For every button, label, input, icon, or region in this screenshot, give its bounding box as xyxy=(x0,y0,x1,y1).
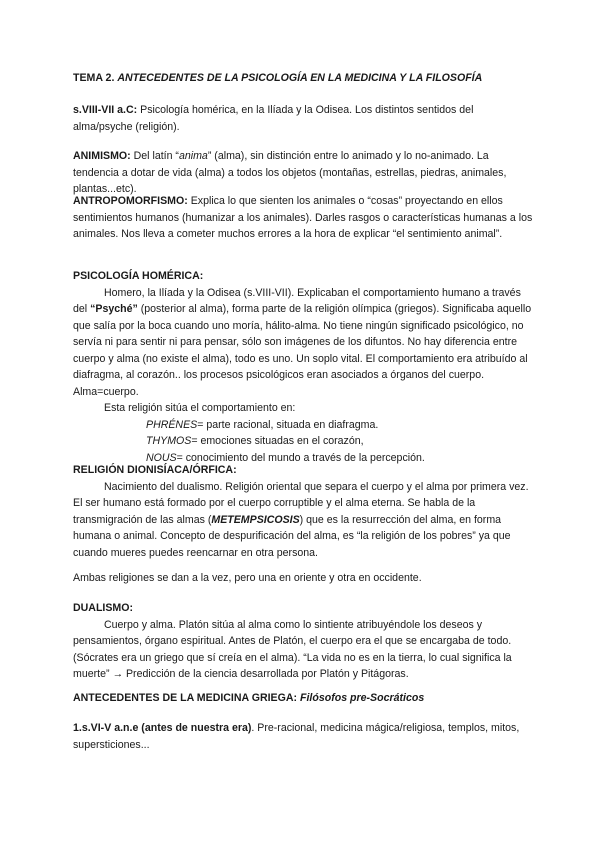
svi-text: . Pre-racional, medicina mágica/religiosa, templos, mitos, supersticiones... xyxy=(73,722,520,751)
metempsicosis-term: METEMPSICOSIS xyxy=(211,513,300,526)
title-text: ANTECEDENTES DE LA PSICOLOGÍA EN LA MEDICINA Y LA FILOSOFÍA xyxy=(117,72,483,84)
psyche-term: “Psyché” xyxy=(90,303,138,315)
animismo-label: ANIMISMO: xyxy=(73,150,131,162)
religion-paragraph xyxy=(73,479,533,562)
nous-desc: = conocimiento del mundo a través de la percepción. xyxy=(176,451,425,464)
religion-heading: RELIGIÓN DIONISÍACA/ÓRFICA: xyxy=(73,464,237,476)
svi-paragraph xyxy=(73,720,533,753)
religion-section xyxy=(73,462,533,561)
sviii-paragraph xyxy=(73,102,533,135)
ph-text-1: Homero, la Ilíada y la Odisea (s.VIII-VII). Explicaban el comportamiento humano a través del xyxy=(73,286,521,315)
animismo-text-1: Del latín “ xyxy=(133,150,179,162)
religion-text-2: ) que es la resurrección del alma, en forma humana o animal. Concepto de despurificación del alma, es “la religión de los pobres” ya que cuando mueres puedes reencarnar en otra persona. xyxy=(73,513,511,559)
svi-label: 1.s.VI-V a.n.e (antes de nuestra era) xyxy=(73,722,252,734)
phrenes-desc: = parte racional, situada en diafragma. xyxy=(197,418,379,431)
dualismo-heading: DUALISMO: xyxy=(73,602,134,614)
antropomorfismo-text: Explica lo que sienten los animales o “cosas” proyectando en ellos sentimientos humanos (humanizar a los animales). Darles rasgos o características humanas a los animales. Nos lleva a cometer muchos errores a la hora de explicar “el sentimiento animal”. xyxy=(73,195,533,240)
ph-text-2: (posterior al alma), forma parte de la religión olímpica (griegos). Significaba aquello que salía por la boca cuando uno moría, hálito-alma. No tiene ningún significado psicológico, no servía ni para sentir ni para pensar, sólo son imágenes de los difuntos. No hay diferencia entre cuerpo y alma (no existe el alma), todo es uno. Un soplo vital. El comportamiento era atribuído al diafragma, al corazón.. los procesos psicológicos eran asociados a órganos del cuerpo. Alma=cuerpo. xyxy=(73,303,532,398)
animismo-paragraph xyxy=(73,148,533,198)
list-item xyxy=(73,433,533,450)
anima-term: anima xyxy=(178,150,208,162)
page-title xyxy=(73,70,533,87)
antropomorfismo-paragraph xyxy=(73,193,533,243)
list-item xyxy=(73,417,533,434)
phrenes-term: PHRÉNES xyxy=(146,418,198,431)
title-prefix: TEMA 2. xyxy=(73,72,115,84)
dualismo-section xyxy=(73,600,533,683)
nous-term: NOUS xyxy=(146,451,177,464)
medicina-heading xyxy=(73,690,533,707)
medicina-heading-text: ANTECEDENTES DE LA MEDICINA GRIEGA: xyxy=(73,692,298,704)
psicologia-homerica-paragraph xyxy=(73,285,533,401)
sviii-label: s.VIII-VII a.C: xyxy=(73,104,138,116)
psicologia-homerica-section xyxy=(73,268,533,466)
thymos-term: THYMOS xyxy=(146,435,192,447)
ambas-paragraph: Ambas religiones se dan a la vez, pero una en oriente y otra en occidente. xyxy=(73,572,422,584)
thymos-desc: = emociones situadas en el corazón, xyxy=(191,435,364,447)
sviii-text: Psicología homérica, en la Ilíada y la Odisea. Los distintos sentidos del alma/psyche (religión). xyxy=(73,104,474,133)
animismo-text-2: ” (alma), sin distinción entre lo animado y lo no-animado. La tendencia a dotar de vida (alma) a todos los objetos (montañas, estrellas, piedras, animales, plantas...etc). xyxy=(73,150,507,195)
religion-text-1: Nacimiento del dualismo. Religión oriental que separa el cuerpo y el alma por primera vez. El ser humano está formado por el cuerpo corruptible y el alma eterna. Se habla de la transmigración de las almas ( xyxy=(73,480,529,526)
psicologia-homerica-heading: PSICOLOGÍA HOMÉRICA: xyxy=(73,270,204,282)
dualismo-paragraph: Cuerpo y alma. Platón sitúa al alma como lo sintiente atribuyéndole los deseos y pensamientos, órgano espiritual. Antes de Platón, el cuerpo era el que se encargaba de todo. (Sócrates era un griego que sí creía en el alma). “La vida no es en la tierra, lo cual significa la muerte” → Predicción de la ciencia desarrollada por Platón y Pitágoras. xyxy=(73,618,512,680)
antropomorfismo-label: ANTROPOMORFISMO: xyxy=(73,195,188,207)
ph-intro-line: Esta religión sitúa el comportamiento en: xyxy=(104,402,296,414)
medicina-heading-italic: Filósofos pre-Socráticos xyxy=(300,692,425,704)
